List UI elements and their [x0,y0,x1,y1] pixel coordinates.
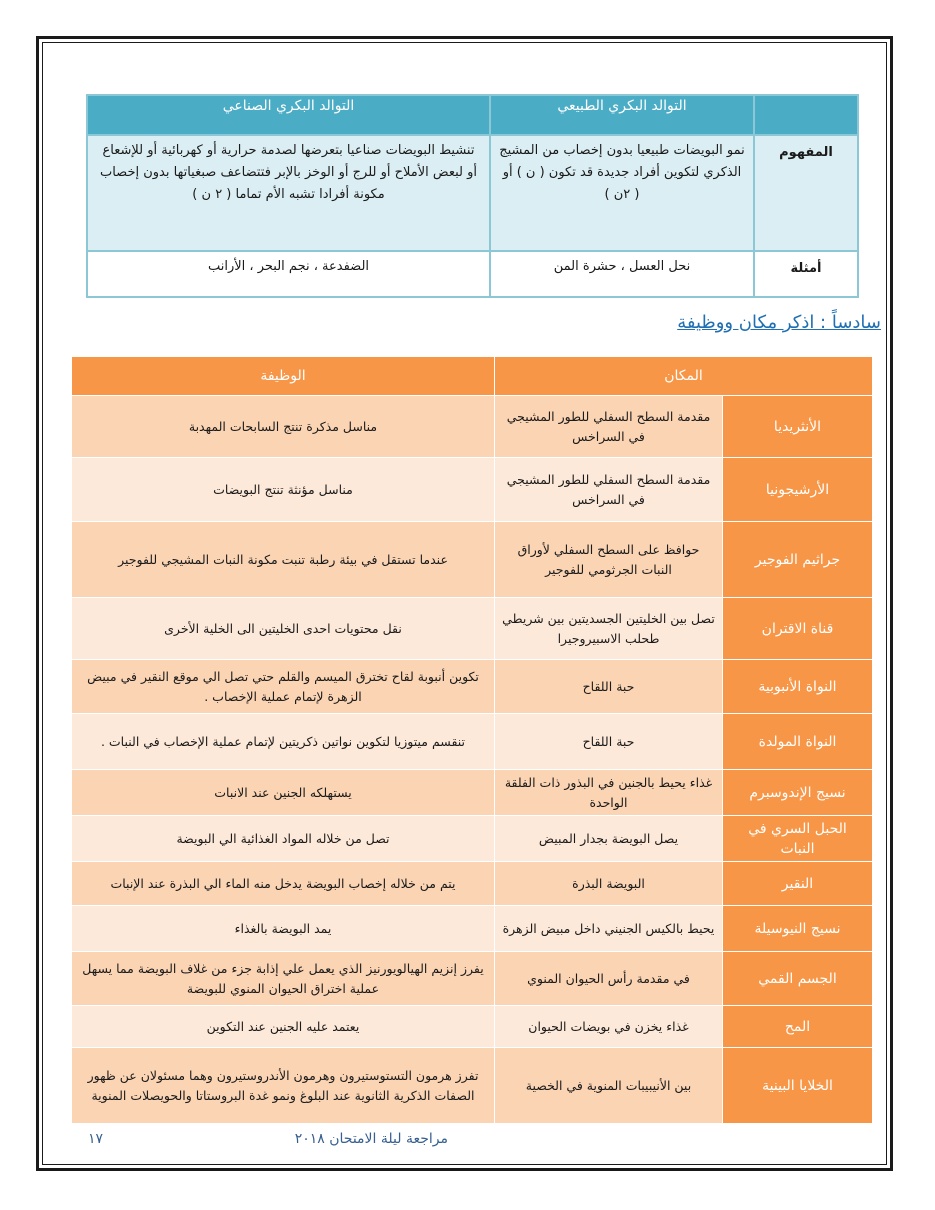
row-function: يتم من خلاله إخصاب البويضة يدخل منه الماء الي البذرة عند الإنبات [72,862,495,906]
row-name: الأرشيجونيا [723,458,873,522]
row-function: مناسل مؤنثة تنتج البويضات [72,458,495,522]
footer [88,1131,448,1147]
row-name: الحبل السري في النبات [723,816,873,862]
table-row [72,522,873,598]
row-place: تصل بين الخليتين الجسديتين بين شريطي طحلب الاسبيروجيرا [495,598,723,660]
footer-title: مراجعة ليلة الامتحان ٢٠١٨ [294,1131,448,1147]
header-function: الوظيفة [72,357,495,396]
table-row [72,816,873,862]
table-row [72,660,873,714]
concept-natural: نمو البويضات طبيعيا بدون إخصاب من المشيج الذكري لتكوين أفراد جديدة قد تكون ( ن ) أو ( ٢ن ) [490,135,754,251]
header-artificial: التوالد البكري الصناعي [87,95,490,135]
header-place: المكان [495,357,873,396]
row-function: تفرز هرمون التستوستيرون وهرمون الأندروستيرون وهما مسئولان عن ظهور الصفات الذكرية الثانوية عند البلوغ ونمو غدة البروستاتا والحويصلات المنوية [72,1048,495,1124]
row-function: يفرز إنزيم الهيالويورنيز الذي يعمل علي إذابة جزء من غلاف البويضة مما يسهل عملية اختراق الحيوان المنوي للبويضة [72,952,495,1006]
place-function-table [71,356,873,1124]
row-function: يمد البويضة بالغذاء [72,906,495,952]
table-row [72,1006,873,1048]
table-row [72,1048,873,1124]
row-place: مقدمة السطح السفلي للطور المشيجي في السراخس [495,396,723,458]
row-function: عندما تستقل في بيئة رطبة تنبت مكونة النبات المشيجي للفوجير [72,522,495,598]
row-place: حبة اللقاح [495,714,723,770]
row-function: يستهلكه الجنين عند الانبات [72,770,495,816]
examples-artificial: الضفدعة ، نجم البحر ، الأرانب [87,251,490,297]
row-name: نسيج النيوسيلة [723,906,873,952]
row-place: مقدمة السطح السفلي للطور المشيجي في السراخس [495,458,723,522]
row-place: غذاء يحيط بالجنين في البذور ذات الفلقة الواحدة [495,770,723,816]
row-place: بين الأنيبيبات المنوية في الخصية [495,1048,723,1124]
row-name: قناة الاقتران [723,598,873,660]
row-place: في مقدمة رأس الحيوان المنوي [495,952,723,1006]
row-name: الأنثريديا [723,396,873,458]
row-label-examples: أمثلة [754,251,858,297]
row-function: يعتمد عليه الجنين عند التكوين [72,1006,495,1048]
row-name: جراثيم الفوجير [723,522,873,598]
row-name: الجسم القمي [723,952,873,1006]
row-place: غذاء يخزن في بويضات الحيوان [495,1006,723,1048]
table-row [72,770,873,816]
row-function: تنقسم ميتوزيا لتكوين نواتين ذكريتين لإتمام عملية الإخصاب في النبات . [72,714,495,770]
parthenogenesis-table [86,94,859,298]
table-row [72,906,873,952]
row-function: نقل محتويات احدى الخليتين الى الخلية الأخرى [72,598,495,660]
row-name: الخلايا البينية [723,1048,873,1124]
row-name: النواة الأنبوبية [723,660,873,714]
row-name: نسيج الإندوسبرم [723,770,873,816]
row-name: النقير [723,862,873,906]
table-row [72,714,873,770]
examples-natural: نحل العسل ، حشرة المن [490,251,754,297]
row-place: حوافظ على السطح السفلي لأوراق النبات الجرثومي للفوجير [495,522,723,598]
page-number: ١٧ [88,1131,104,1147]
table-row [72,952,873,1006]
row-place: البويضة البذرة [495,862,723,906]
corner-cell [754,95,858,135]
row-function: مناسل مذكرة تنتج السابحات المهدبة [72,396,495,458]
table-row [72,598,873,660]
row-function: تصل من خلاله المواد الغذائية الي البويضة [72,816,495,862]
row-place: يصل البويضة بجدار المبيض [495,816,723,862]
row-name: المح [723,1006,873,1048]
concept-artificial: تنشيط البويضات صناعيا بتعرضها لصدمة حرارية أو كهربائية أو للإشعاع أو لبعض الأملاح أو للرج أو الوخز بالإبر فتتضاعف صبغياتها بدون إخصاب مكونة أفرادا تشبه الأم تماما ( ٢ ن ) [87,135,490,251]
section-heading: سادساً : اذكر مكان ووظيفة [677,312,881,333]
table-row [72,458,873,522]
row-place: حبة اللقاح [495,660,723,714]
table-row [72,862,873,906]
header-natural: التوالد البكري الطبيعي [490,95,754,135]
row-function: تكوين أنبوبة لقاح تخترق الميسم والقلم حتي تصل الي موقع النقير في مبيض الزهرة لإتمام عملية الإخصاب . [72,660,495,714]
row-place: يحيط بالكيس الجنيني داخل مبيض الزهرة [495,906,723,952]
row-label-concept: المفهوم [754,135,858,251]
table-row [72,396,873,458]
row-name: النواة المولدة [723,714,873,770]
